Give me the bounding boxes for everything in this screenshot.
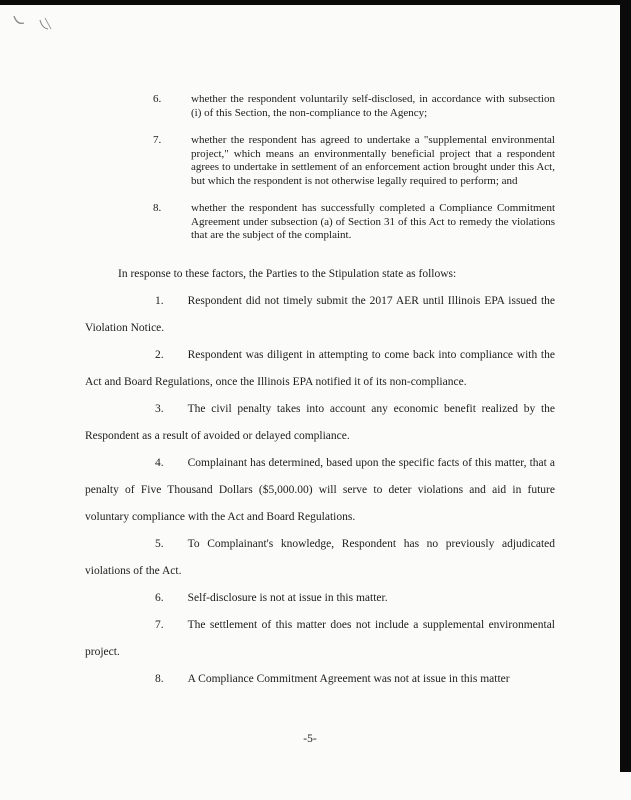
statutory-factor-item <box>153 134 555 188</box>
statutory-factor-item <box>153 93 555 120</box>
factor-number: 8. <box>153 202 162 214</box>
response-paragraph <box>85 450 555 531</box>
response-paragraph <box>85 666 555 693</box>
scan-artifact-right-bar <box>620 0 631 772</box>
paragraph-number: 7. <box>155 618 164 631</box>
paragraph-text: Respondent did not timely submit the 2017 AER until Illinois EPA issued the Violation Notice. <box>85 294 555 334</box>
paragraph-number: 4. <box>155 456 164 469</box>
document-body <box>85 93 555 693</box>
response-paragraph <box>85 612 555 666</box>
response-paragraph <box>85 342 555 396</box>
statutory-factor-item <box>153 202 555 243</box>
paragraph-text: Complainant has determined, based upon the specific facts of this matter, that a penalty of Five Thousand Dollars ($5,000.00) will serve to deter violations and aid in future voluntary compliance with the Act and Board Regulations. <box>85 456 555 523</box>
paragraph-number: 5. <box>155 537 164 550</box>
paragraph-text: Respondent was diligent in attempting to come back into compliance with the Act and Board Regulations, once the Illinois EPA notified it of its non-compliance. <box>85 348 555 388</box>
paragraph-text: To Complainant's knowledge, Respondent has no previously adjudicated violations of the Act. <box>85 537 555 577</box>
paragraph-number: 6. <box>155 591 164 604</box>
paragraph-number: 8. <box>155 672 164 685</box>
paragraph-number: 2. <box>155 348 164 361</box>
factor-number: 6. <box>153 93 162 105</box>
page-number: -5- <box>303 733 317 745</box>
paragraph-text: The settlement of this matter does not include a supplemental environmental project. <box>85 618 555 658</box>
factor-text: whether the respondent has successfully completed a Compliance Commitment Agreement under subsection (a) of Section 31 of this Act to remedy the violations that are the subject of the complaint. <box>191 202 555 241</box>
paragraph-text: Self-disclosure is not at issue in this matter. <box>187 591 388 604</box>
response-paragraph <box>85 531 555 585</box>
response-paragraph <box>85 288 555 342</box>
factor-text: whether the respondent voluntarily self-disclosed, in accordance with subsection (i) of this Section, the non-compliance to the Agency; <box>191 93 555 119</box>
scan-artifact-top-bar <box>0 0 631 5</box>
response-paragraph <box>85 585 555 612</box>
paragraph-text: The civil penalty takes into account any economic benefit realized by the Respondent as a result of avoided or delayed compliance. <box>85 402 555 442</box>
paragraph-number: 1. <box>155 294 164 307</box>
factor-text: whether the respondent has agreed to undertake a "supplemental environmental project," which means an environmentally beneficial project that a respondent agrees to undertake in settlement of an enforcement action brought under this Act, but which the respondent is not otherwise legally required to perform; and <box>191 134 555 187</box>
pen-mark-icon <box>8 8 68 48</box>
intro-sentence: In response to these factors, the Parties to the Stipulation state as follows: <box>118 267 457 280</box>
response-paragraph <box>85 396 555 450</box>
paragraph-number: 3. <box>155 402 164 415</box>
factor-number: 7. <box>153 134 162 146</box>
paragraph-text: A Compliance Commitment Agreement was not at issue in this matter <box>187 672 510 685</box>
